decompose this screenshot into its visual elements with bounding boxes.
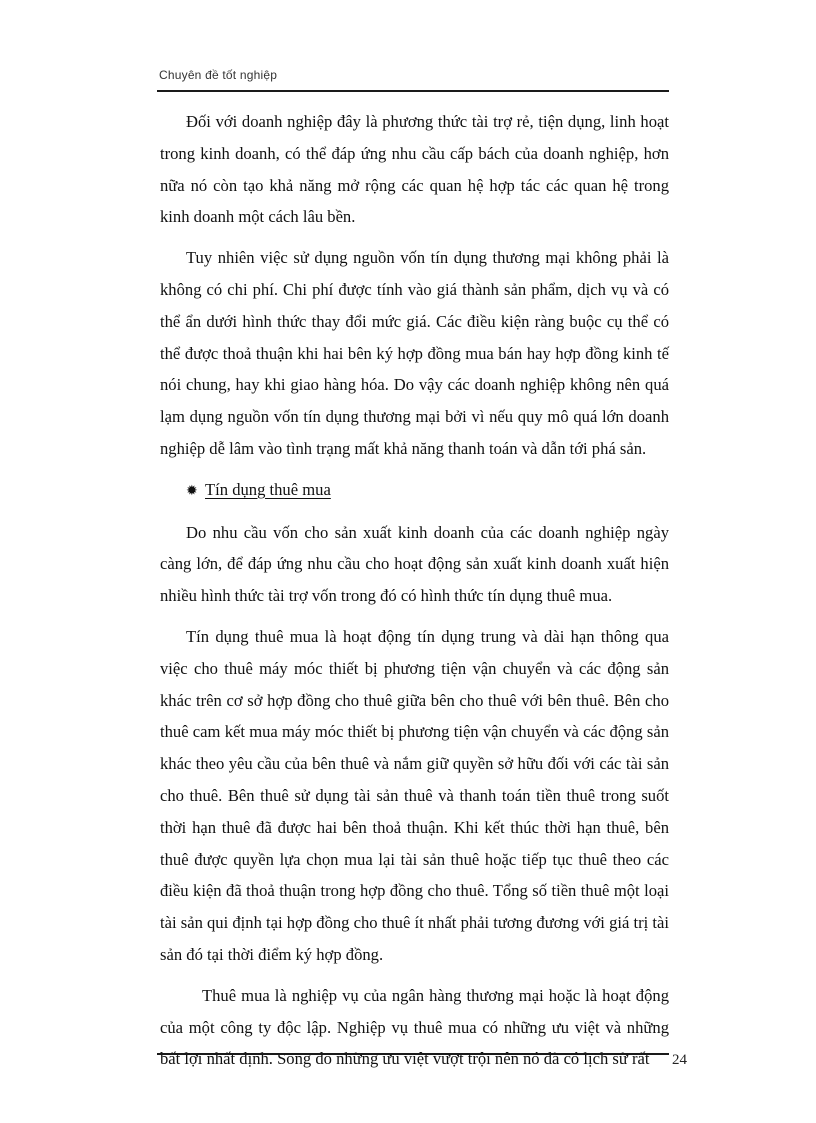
page-header	[157, 64, 669, 92]
footer-divider	[157, 1053, 669, 1055]
paragraph-intro: Đối với doanh nghiệp đây là phương thức tài trợ rẻ, tiện dụng, linh hoạt trong kinh doanh, có thể đáp ứng nhu cầu cấp bách của doanh nghiệp, hơn nữa nó còn tạo khả năng mở rộng các quan hệ hợp tác các quan hệ trong kinh doanh một cách lâu bền.	[160, 112, 669, 227]
header-title: Chuyên đề tốt nghiệp	[159, 68, 278, 82]
paragraph-demand: Do nhu cầu vốn cho sản xuất kinh doanh của các doanh nghiệp ngày càng lớn, để đáp ứng nhu cầu cho hoạt động sản xuất kinh doanh xuất hiện nhiều hình thức tài trợ vốn trong đó có hình thức tín dụng thuê mua.	[160, 522, 669, 606]
paragraph-operations: Thuê mua là nghiệp vụ của ngân hàng thương mại hoặc là hoạt động của một công ty độc lập. Nghiệp vụ thuê mua có những ưu việt và những bất lợi nhất định. Song do những ưu việt vượt trội nên nó đã có lịch sử rất	[160, 985, 669, 1069]
paragraph-definition: Tín dụng thuê mua là hoạt động tín dụng trung và dài hạn thông qua việc cho thuê máy móc thiết bị phương tiện vận chuyển và các động sản khác trên cơ sở hợp đồng cho thuê giữa bên cho thuê với bên thuê. Bên cho thuê cam kết mua máy móc thiết bị phương tiện vận chuyển và các động sản khác theo yêu cầu của bên thuê và nắm giữ quyền sở hữu đối với các tài sản cho thuê. Bên thuê sử dụng tài sản thuê và thanh toán tiền thuê trong suốt thời hạn thuê đã được hai bên thoả thuận. Khi kết thúc thời hạn thuê, bên thuê được quyền lựa chọn mua lại tài sản thuê hoặc tiếp tục thuê theo các điều kiện đã thoả thuận trong hợp đồng cho thuê. Tổng số tiền thuê một loại tài sản qui định tại hợp đồng cho thuê ít nhất phải tương đương với giá trị tài sản đó tại thời điểm ký hợp đồng.	[160, 626, 669, 964]
section-heading	[160, 474, 669, 508]
flower-bullet-icon: ✹	[186, 482, 198, 499]
paragraph-costs: Tuy nhiên việc sử dụng nguồn vốn tín dụng thương mại không phải là không có chi phí. Chi phí được tính vào giá thành sản phẩm, dịch vụ và có thể ẩn dưới hình thức thay đổi mức giá. Các điều kiện ràng buộc cụ thể có thể được thoả thuận khi hai bên ký hợp đồng mua bán hay hợp đồng kinh tế nói chung, hay khi giao hàng hóa. Do vậy các doanh nghiệp không nên quá lạm dụng nguồn vốn tín dụng thương mại bởi vì nếu quy mô quá lớn doanh nghiệp dễ lâm vào tình trạng mất khả năng thanh toán và dẫn tới phá sản.	[160, 248, 669, 458]
page-number: 24	[672, 1052, 687, 1068]
section-heading-text: Tín dụng thuê mua	[205, 479, 331, 499]
document-body	[160, 106, 669, 1084]
